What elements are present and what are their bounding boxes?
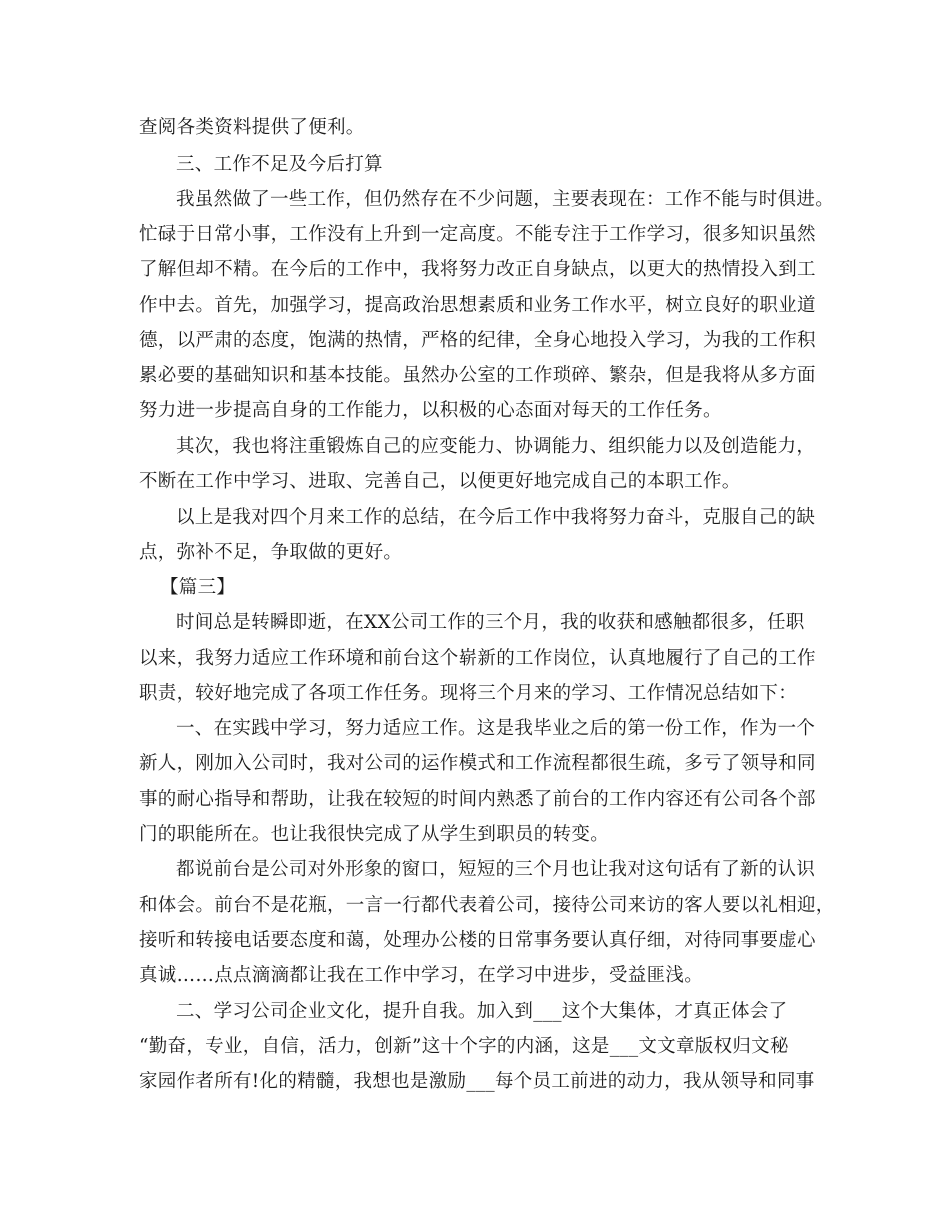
section-heading-3: 三、工作不足及今后打算 (176, 154, 383, 175)
text-line-15: 时间总是转瞬即逝，在XX公司工作的三个月，我的收获和感触都很多，任职 (176, 612, 805, 633)
text-line-8: 累必要的基础知识和基本技能。虽然办公室的工作琐碎、繁杂，但是我将从多方面 (139, 365, 816, 386)
text-line-12: 以上是我对四个月来工作的总结，在今后工作中我将努力奋斗，克服自己的缺 (176, 507, 816, 528)
text-line-5: 了解但却不精。在今后的工作中，我将努力改正自身缺点，以更大的热情投入到工 (139, 259, 816, 280)
text-line-24: 接听和转接电话要态度和蔼，处理办公楼的日常事务要认真仔细，对待同事要虚心 (139, 930, 816, 951)
text-line-3: 我虽然做了一些工作，但仍然存在不少问题，主要表现在：工作不能与时俱进。 (176, 189, 835, 210)
text-line-11: 不断在工作中学习、进取、完善自己，以便更好地完成自己的本职工作。 (139, 471, 741, 492)
text-line-27: “勤奋，专业，自信，活力，创新”这十个字的内涵，这是___文文章版权归文秘 (139, 1036, 789, 1057)
text-line-20: 事的耐心指导和帮助，让我在较短的时间内熟悉了前台的工作内容还有公司各个部 (139, 789, 816, 810)
text-line-25: 真诚……点点滴滴都让我在工作中学习，在学习中进步，受益匪浅。 (139, 965, 704, 986)
text-line-7: 德，以严肃的态度，饱满的热情，严格的纪律，全身心地投入学习，为我的工作积 (139, 330, 816, 351)
text-line-1: 查阅各类资料提供了便利。 (139, 117, 365, 138)
text-line-6: 作中去。首先，加强学习，提高政治思想素质和业务工作水平，树立良好的职业道 (139, 295, 816, 316)
text-line-21: 门的职能所在。也让我很快完成了从学生到职员的转变。 (139, 824, 610, 845)
text-line-19: 新人，刚加入公司时，我对公司的运作模式和工作流程都很生疏，多亏了领导和同 (139, 753, 816, 774)
section-heading-part3: 【篇三】 (160, 577, 236, 598)
text-line-23: 和体会。前台不是花瓶，一言一行都代表着公司，接待公司来访的客人要以礼相迎， (139, 895, 835, 916)
text-line-13: 点，弥补不足，争取做的更好。 (139, 542, 403, 563)
text-line-26: 二、学习公司企业文化，提升自我。加入到___这个大集体，才真正体会了 (176, 1001, 788, 1022)
text-line-4: 忙碌于日常小事，工作没有上升到一定高度。不能专注于工作学习，很多知识虽然 (139, 224, 816, 245)
text-line-28: 家园作者所有!化的精髓，我想也是激励___每个员工前进的动力，我从领导和同事 (139, 1071, 815, 1092)
text-line-17: 职责，较好地完成了各项工作任务。现将三个月来的学习、工作情况总结如下： (139, 683, 798, 704)
text-line-16: 以来，我努力适应工作环境和前台这个崭新的工作岗位，认真地履行了自己的工作 (139, 648, 816, 669)
text-line-18: 一、在实践中学习，努力适应工作。这是我毕业之后的第一份工作，作为一个 (176, 718, 816, 739)
text-line-22: 都说前台是公司对外形象的窗口，短短的三个月也让我对这句话有了新的认识 (176, 859, 816, 880)
text-line-10: 其次，我也将注重锻炼自己的应变能力、协调能力、组织能力以及创造能力， (176, 436, 816, 457)
text-line-9: 努力进一步提高自身的工作能力，以积极的心态面对每天的工作任务。 (139, 400, 722, 421)
